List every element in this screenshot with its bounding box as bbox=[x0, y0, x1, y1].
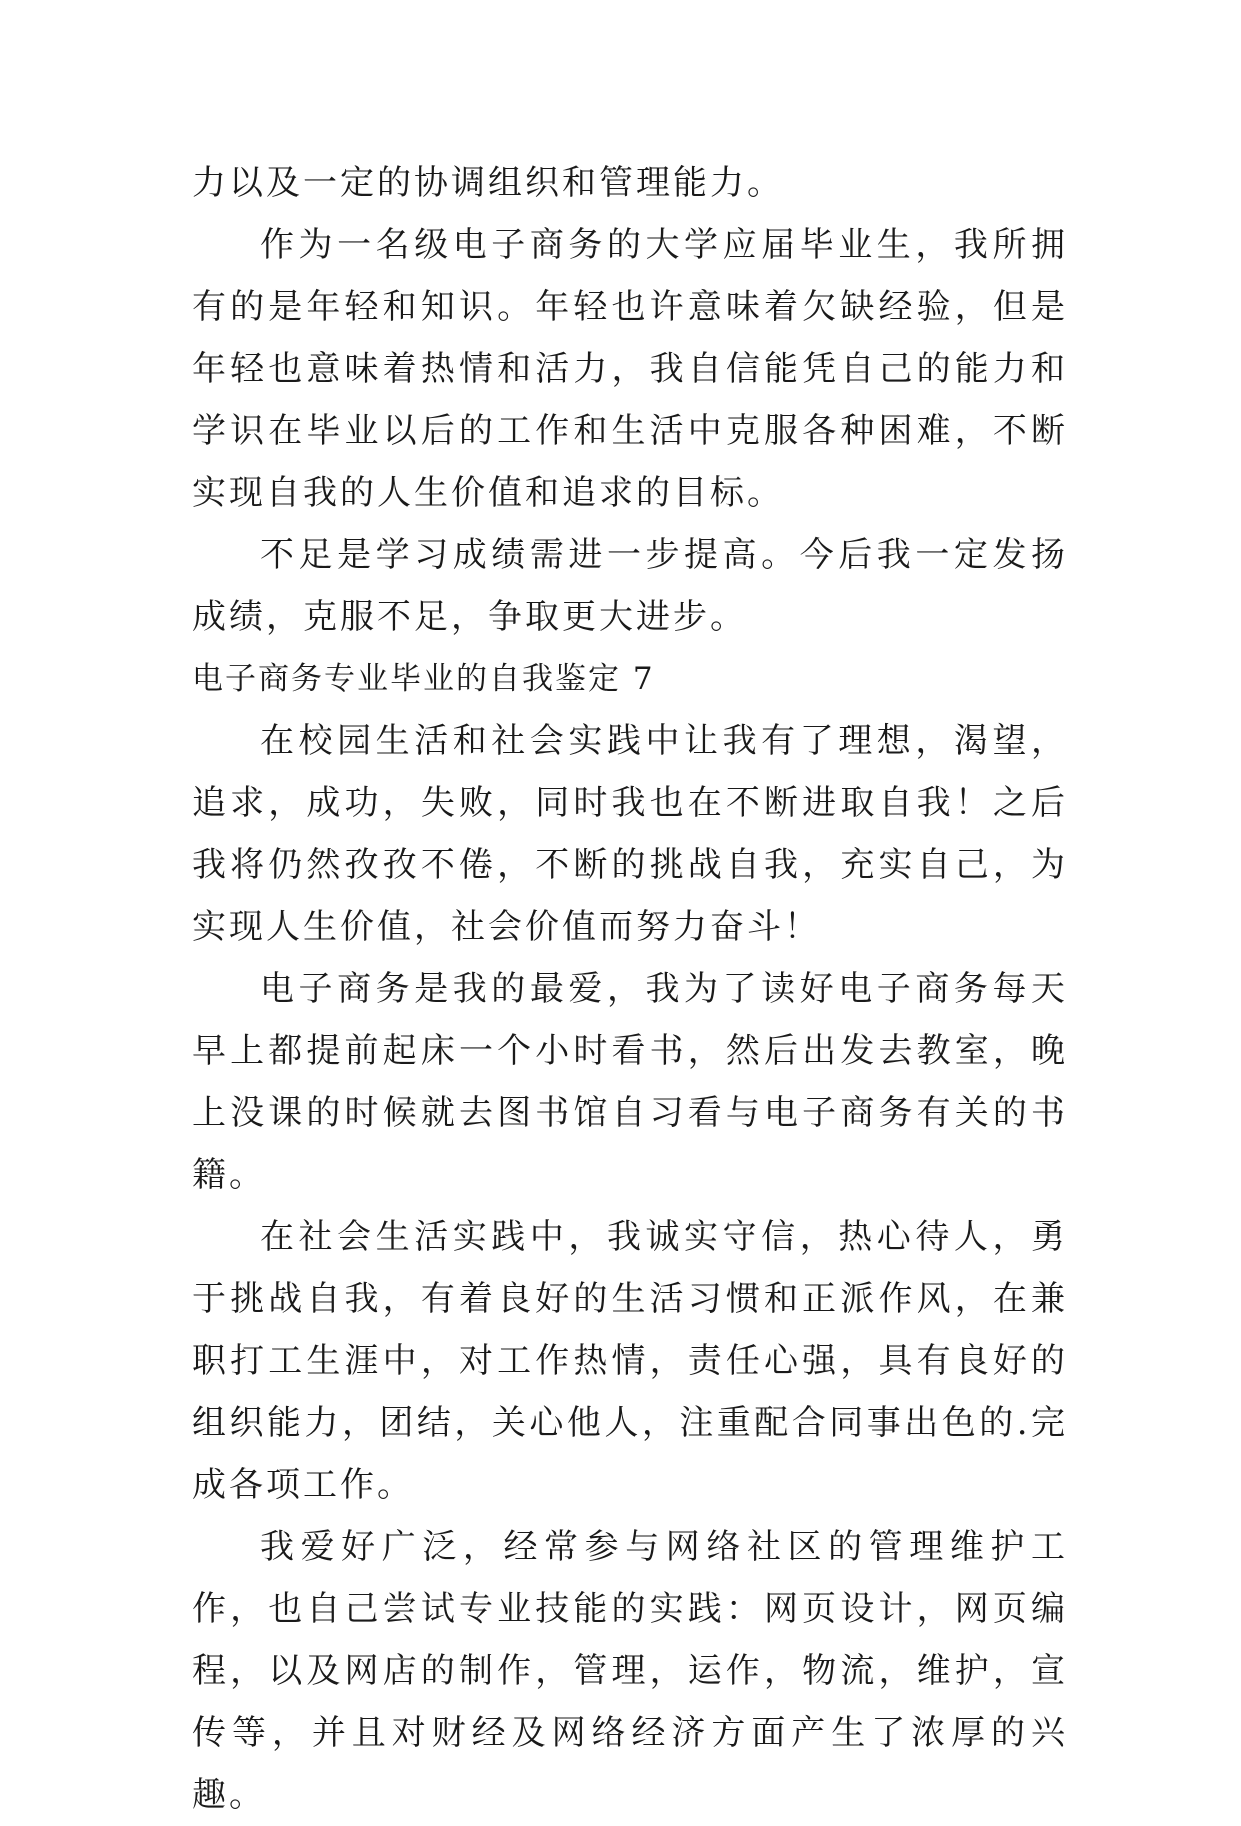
paragraph-social-practice: 在社会生活实践中，我诚实守信，热心待人，勇于挑战自我，有着良好的生活习惯和正派作风，在兼职打工生涯中，对工作热情，责任心强，具有良好的组织能力，团结，关心他人，注重配合同事出色的.完成各项工作。 bbox=[192, 1217, 1068, 1505]
paragraph-study-habits: 电子商务是我的最爱，我为了读好电子商务每天早上都提前起床一个小时看书，然后出发去教室，晚上没课的时候就去图书馆自习看与电子商务有关的书籍。 bbox=[192, 969, 1068, 1195]
paragraph-continuation: 力以及一定的协调组织和管理能力。 bbox=[192, 163, 784, 203]
paragraph-hobbies: 我爱好广泛，经常参与网络社区的管理维护工作，也自己尝试专业技能的实践：网页设计，网页编程，以及网店的制作，管理，运作，物流，维护，宣传等，并且对财经及网络经济方面产生了浓厚的兴趣。 bbox=[192, 1527, 1068, 1815]
section-heading: 电子商务专业毕业的自我鉴定 7 bbox=[192, 661, 655, 697]
paragraph-campus-life: 在校园生活和社会实践中让我有了理想，渴望，追求，成功，失败，同时我也在不断进取自我！之后我将仍然孜孜不倦，不断的挑战自我，充实自己，为实现人生价值，社会价值而努力奋斗！ bbox=[192, 721, 1068, 947]
paragraph-graduate-intro: 作为一名级电子商务的大学应届毕业生，我所拥有的是年轻和知识。年轻也许意味着欠缺经验，但是年轻也意味着热情和活力，我自信能凭自己的能力和学识在毕业以后的工作和生活中克服各种困难，不断实现自我的人生价值和追求的目标。 bbox=[192, 225, 1068, 513]
paragraph-shortcomings: 不足是学习成绩需进一步提高。今后我一定发扬成绩，克服不足，争取更大进步。 bbox=[192, 535, 1068, 637]
document-body bbox=[192, 152, 1068, 1826]
